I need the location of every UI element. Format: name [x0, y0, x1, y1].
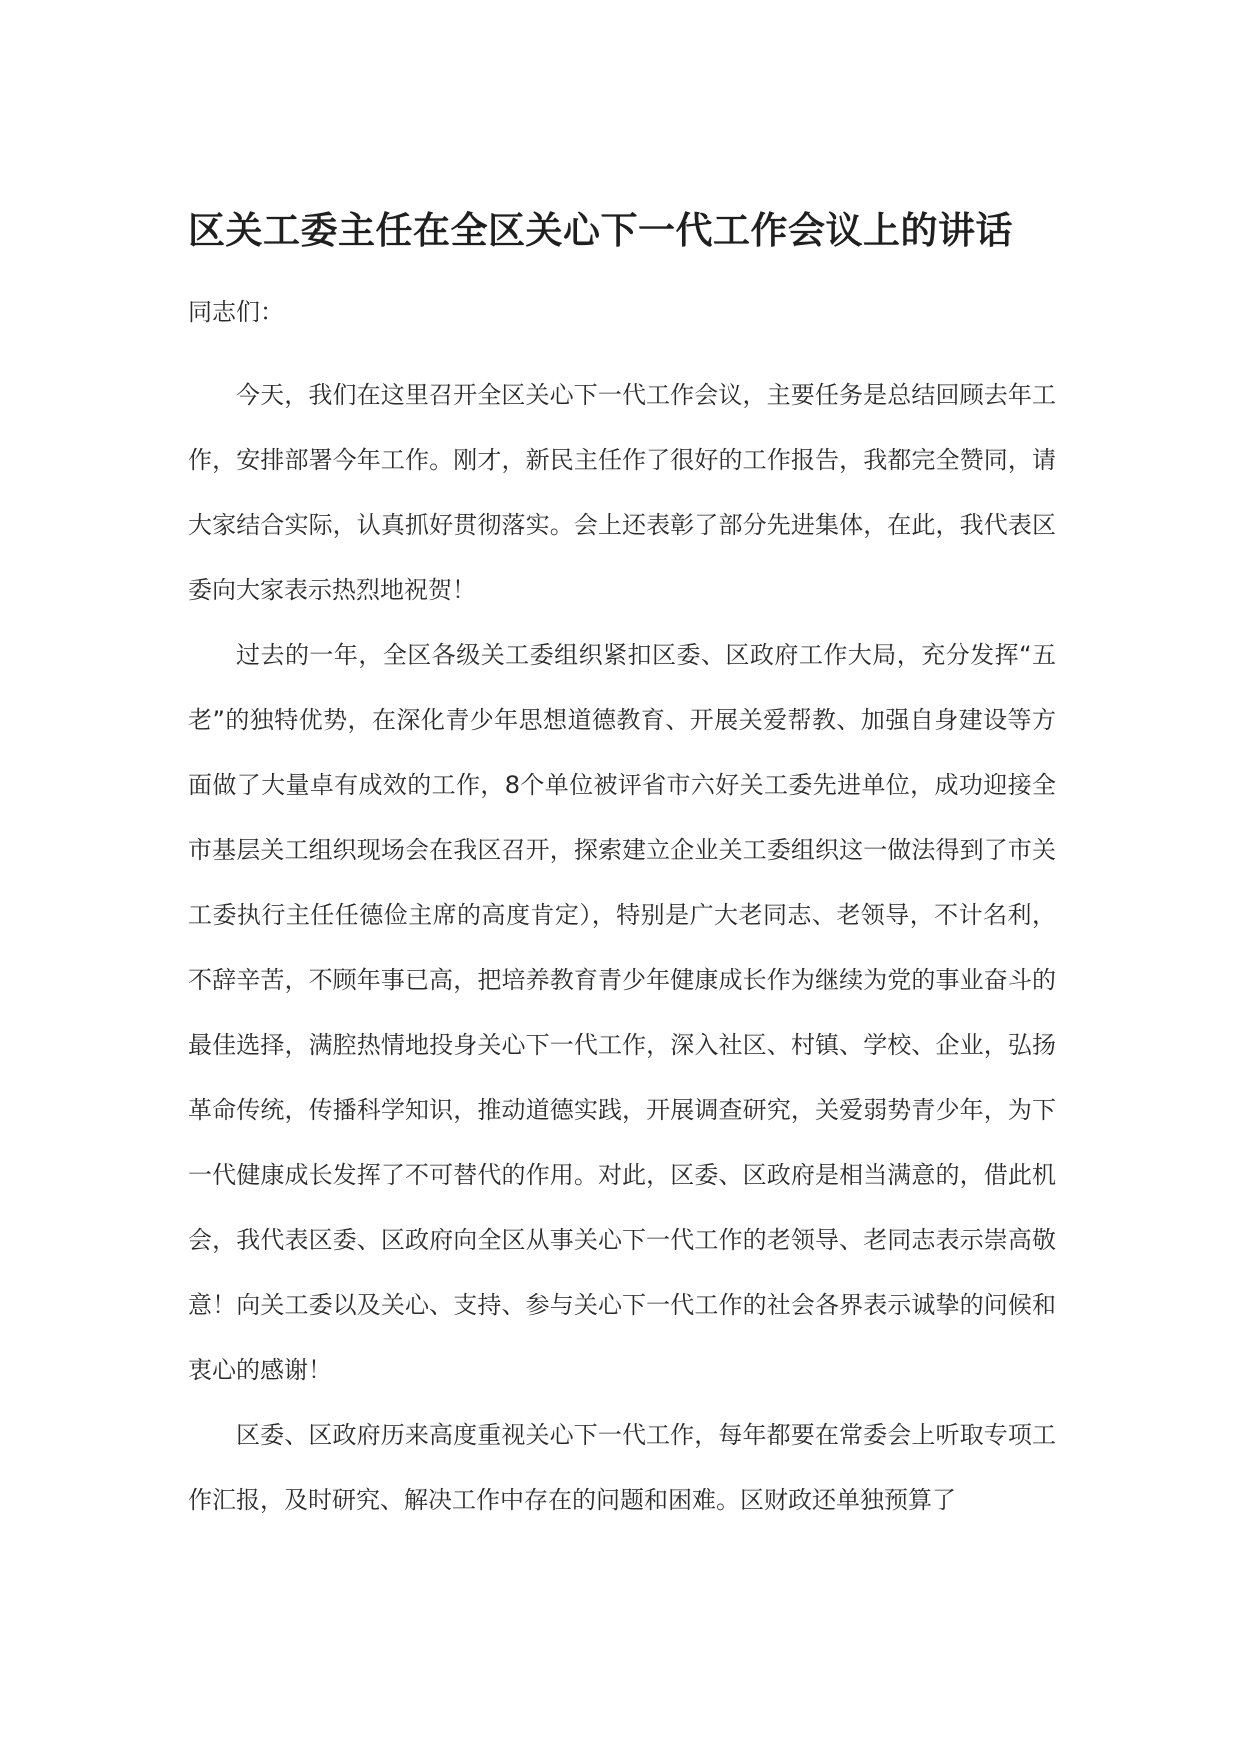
salutation: 同志们： [188, 298, 284, 326]
paragraph: 过去的一年，全区各级关工委组织紧扣区委、区政府工作大局，充分发挥“五老”的独特优势，在深化青少年思想道德教育、开展关爱帮教、加强自身建设等方面做了大量卓有成效的工作，8个单位被评省市六好关工委先进单位，成功迎接全市基层关工组织现场会在我区召开，探索建立企业关工委组织这一做法得到了市关工委执行主任任德俭主席的高度肯定），特别是广大老同志、老领导，不计名利，不辞辛苦，不顾年事已高，把培养教育青少年健康成长作为继续为党的事业奋斗的最佳选择，满腔热情地投身关心下一代工作，深入社区、村镇、学校、企业，弘扬革命传统，传播科学知识，推动道德实践，开展调查研究，关爱弱势青少年，为下一代健康成长发挥了不可替代的作用。对此，区委、区政府是相当满意的，借此机会，我代表区委、区政府向全区从事关心下一代工作的老领导、老同志表示崇高敬意！向关工委以及关心、支持、参与关心下一代工作的社会各界表示诚挚的问候和衷心的感谢！ [188, 641, 1056, 1384]
document-title: 区关工委主任在全区关心下一代工作会议上的讲话 [188, 208, 1013, 252]
document-body [188, 200, 1056, 1533]
paragraph: 区委、区政府历来高度重视关心下一代工作，每年都要在常委会上听取专项工作汇报，及时研究、解决工作中存在的问题和困难。区财政还单独预算了 [188, 1421, 1056, 1514]
paragraph: 今天，我们在这里召开全区关心下一代工作会议，主要任务是总结回顾去年工作，安排部署今年工作。刚才，新民主任作了很好的工作报告，我都完全赞同，请大家结合实际，认真抓好贯彻落实。会上还表彰了部分先进集体，在此，我代表区委向大家表示热烈地祝贺！ [188, 381, 1056, 604]
